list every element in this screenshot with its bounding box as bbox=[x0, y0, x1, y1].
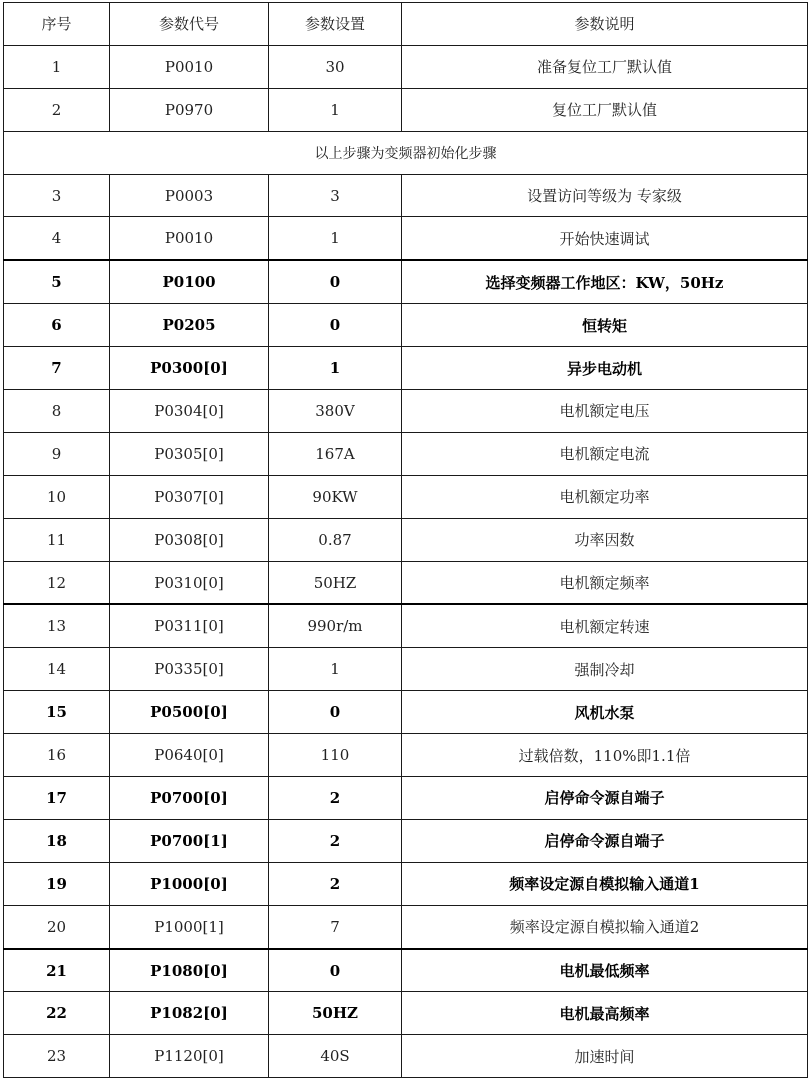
parameter-table bbox=[3, 2, 808, 1078]
table-row bbox=[4, 691, 808, 734]
cell-param-code: P0700[1] bbox=[110, 819, 269, 862]
cell-param-description: 风机水泵 bbox=[402, 691, 808, 734]
table-row bbox=[4, 1035, 808, 1078]
cell-param-description: 选择变频器工作地区：KW，50Hz bbox=[402, 260, 808, 303]
cell-index: 9 bbox=[4, 432, 110, 475]
cell-param-description: 准备复位工厂默认值 bbox=[402, 45, 808, 88]
cell-index: 18 bbox=[4, 819, 110, 862]
cell-index: 7 bbox=[4, 347, 110, 390]
cell-param-description: 电机最高频率 bbox=[402, 992, 808, 1035]
cell-index: 3 bbox=[4, 174, 110, 217]
cell-param-code: P1120[0] bbox=[110, 1035, 269, 1078]
cell-param-setting: 1 bbox=[269, 217, 402, 260]
cell-param-setting: 110 bbox=[269, 734, 402, 777]
cell-param-description: 异步电动机 bbox=[402, 347, 808, 390]
table-row bbox=[4, 561, 808, 604]
cell-index: 19 bbox=[4, 862, 110, 905]
cell-index: 23 bbox=[4, 1035, 110, 1078]
cell-param-setting: 1 bbox=[269, 347, 402, 390]
cell-param-setting: 90KW bbox=[269, 475, 402, 518]
cell-index: 20 bbox=[4, 905, 110, 948]
header-param-setting: 参数设置 bbox=[269, 3, 402, 46]
cell-index: 17 bbox=[4, 777, 110, 820]
cell-param-setting: 1 bbox=[269, 648, 402, 691]
cell-param-code: P0640[0] bbox=[110, 734, 269, 777]
cell-param-code: P0310[0] bbox=[110, 561, 269, 604]
cell-param-code: P0700[0] bbox=[110, 777, 269, 820]
cell-param-code: P1000[0] bbox=[110, 862, 269, 905]
header-param-code: 参数代号 bbox=[110, 3, 269, 46]
cell-param-description: 电机额定转速 bbox=[402, 604, 808, 647]
cell-index: 4 bbox=[4, 217, 110, 260]
cell-param-setting: 2 bbox=[269, 862, 402, 905]
cell-param-description: 功率因数 bbox=[402, 518, 808, 561]
header-row bbox=[4, 3, 808, 46]
table-row bbox=[4, 862, 808, 905]
section-note: 以上步骤为变频器初始化步骤 bbox=[4, 131, 808, 174]
cell-param-description: 启停命令源自端子 bbox=[402, 819, 808, 862]
table-row bbox=[4, 174, 808, 217]
cell-param-code: P0010 bbox=[110, 217, 269, 260]
cell-index: 10 bbox=[4, 475, 110, 518]
header-index: 序号 bbox=[4, 3, 110, 46]
cell-param-setting: 30 bbox=[269, 45, 402, 88]
cell-param-code: P0003 bbox=[110, 174, 269, 217]
cell-param-setting: 380V bbox=[269, 390, 402, 433]
cell-index: 5 bbox=[4, 260, 110, 303]
cell-param-setting: 167A bbox=[269, 432, 402, 475]
table-row bbox=[4, 390, 808, 433]
cell-index: 15 bbox=[4, 691, 110, 734]
cell-param-code: P0970 bbox=[110, 88, 269, 131]
cell-param-setting: 0 bbox=[269, 949, 402, 992]
cell-param-description: 电机额定电压 bbox=[402, 390, 808, 433]
table-row bbox=[4, 432, 808, 475]
cell-index: 6 bbox=[4, 304, 110, 347]
cell-param-code: P0304[0] bbox=[110, 390, 269, 433]
table-row bbox=[4, 347, 808, 390]
cell-param-setting: 50HZ bbox=[269, 561, 402, 604]
table-row bbox=[4, 88, 808, 131]
table-row bbox=[4, 949, 808, 992]
cell-param-setting: 0 bbox=[269, 260, 402, 303]
cell-index: 16 bbox=[4, 734, 110, 777]
cell-param-description: 频率设定源自模拟输入通道2 bbox=[402, 905, 808, 948]
cell-param-code: P1080[0] bbox=[110, 949, 269, 992]
cell-param-description: 开始快速调试 bbox=[402, 217, 808, 260]
cell-param-description: 电机最低频率 bbox=[402, 949, 808, 992]
table-row bbox=[4, 304, 808, 347]
table-row bbox=[4, 992, 808, 1035]
cell-index: 14 bbox=[4, 648, 110, 691]
cell-param-code: P1000[1] bbox=[110, 905, 269, 948]
cell-param-setting: 3 bbox=[269, 174, 402, 217]
cell-param-description: 电机额定频率 bbox=[402, 561, 808, 604]
header-param-description: 参数说明 bbox=[402, 3, 808, 46]
table-row bbox=[4, 648, 808, 691]
cell-param-description: 设置访问等级为 专家级 bbox=[402, 174, 808, 217]
table-row bbox=[4, 777, 808, 820]
table-row bbox=[4, 217, 808, 260]
cell-param-description: 频率设定源自模拟输入通道1 bbox=[402, 862, 808, 905]
cell-param-setting: 40S bbox=[269, 1035, 402, 1078]
table-row bbox=[4, 905, 808, 948]
cell-index: 22 bbox=[4, 992, 110, 1035]
cell-index: 1 bbox=[4, 45, 110, 88]
section-note-row bbox=[4, 131, 808, 174]
cell-param-description: 加速时间 bbox=[402, 1035, 808, 1078]
table-row bbox=[4, 260, 808, 303]
cell-param-setting: 0 bbox=[269, 691, 402, 734]
cell-index: 12 bbox=[4, 561, 110, 604]
cell-param-code: P1082[0] bbox=[110, 992, 269, 1035]
table-row bbox=[4, 518, 808, 561]
cell-param-setting: 0.87 bbox=[269, 518, 402, 561]
cell-param-code: P0100 bbox=[110, 260, 269, 303]
table-row bbox=[4, 819, 808, 862]
cell-param-setting: 7 bbox=[269, 905, 402, 948]
cell-param-description: 复位工厂默认值 bbox=[402, 88, 808, 131]
cell-param-code: P0307[0] bbox=[110, 475, 269, 518]
table-row bbox=[4, 604, 808, 647]
cell-param-description: 过载倍数，110%即1.1倍 bbox=[402, 734, 808, 777]
table-row bbox=[4, 734, 808, 777]
cell-param-code: P0335[0] bbox=[110, 648, 269, 691]
cell-param-code: P0500[0] bbox=[110, 691, 269, 734]
cell-param-setting: 1 bbox=[269, 88, 402, 131]
cell-param-setting: 2 bbox=[269, 777, 402, 820]
cell-param-description: 恒转矩 bbox=[402, 304, 808, 347]
cell-index: 2 bbox=[4, 88, 110, 131]
cell-param-code: P0205 bbox=[110, 304, 269, 347]
cell-param-setting: 0 bbox=[269, 304, 402, 347]
cell-index: 21 bbox=[4, 949, 110, 992]
cell-param-code: P0305[0] bbox=[110, 432, 269, 475]
cell-param-description: 启停命令源自端子 bbox=[402, 777, 808, 820]
table-row bbox=[4, 45, 808, 88]
table-row bbox=[4, 475, 808, 518]
cell-param-description: 强制冷却 bbox=[402, 648, 808, 691]
cell-param-description: 电机额定功率 bbox=[402, 475, 808, 518]
cell-index: 11 bbox=[4, 518, 110, 561]
cell-param-setting: 2 bbox=[269, 819, 402, 862]
cell-param-code: P0010 bbox=[110, 45, 269, 88]
cell-param-code: P0311[0] bbox=[110, 604, 269, 647]
cell-param-setting: 990r/m bbox=[269, 604, 402, 647]
cell-param-description: 电机额定电流 bbox=[402, 432, 808, 475]
cell-index: 13 bbox=[4, 604, 110, 647]
cell-index: 8 bbox=[4, 390, 110, 433]
cell-param-code: P0300[0] bbox=[110, 347, 269, 390]
cell-param-code: P0308[0] bbox=[110, 518, 269, 561]
cell-param-setting: 50HZ bbox=[269, 992, 402, 1035]
